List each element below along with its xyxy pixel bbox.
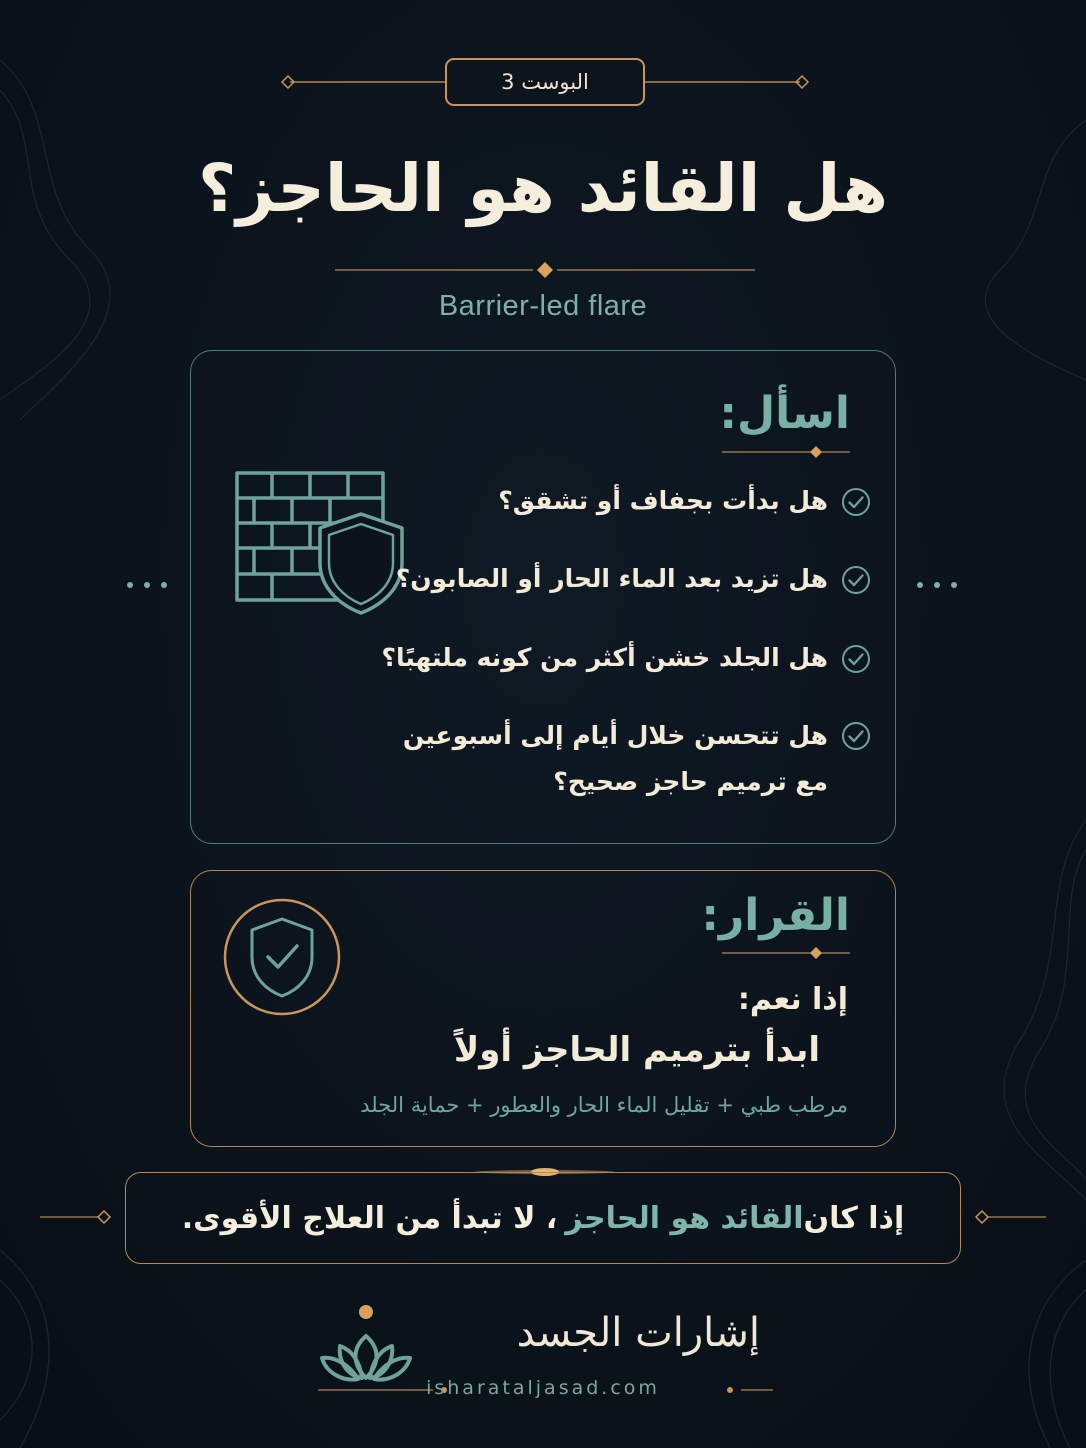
bottom-note: [125, 1172, 961, 1264]
decision-if-yes: إذا نعم:: [737, 982, 848, 1017]
lotus-icon: [318, 1302, 414, 1386]
question-4-line-2: مع ترميم حاجز صحيح؟: [553, 767, 828, 796]
check-circle-icon: [841, 487, 871, 517]
question-2: هل تزيد بعد الماء الحار أو الصابون؟: [395, 564, 828, 593]
post-number-label: البوست 3: [501, 70, 589, 94]
brand-url[interactable]: isharataljasad.com: [426, 1377, 660, 1399]
note-part-1: إذا كان: [803, 1200, 905, 1236]
ask-heading: اسأل:: [719, 388, 850, 439]
note-part-2: ، لا تبدأ من العلاج الأقوى.: [181, 1200, 558, 1236]
post-number-badge: [445, 58, 645, 106]
right-dots-ornament: [914, 578, 964, 592]
left-dots-ornament: [124, 578, 174, 592]
decision-action: ابدأ بترميم الحاجز أولاً: [453, 1030, 820, 1070]
subtitle: Barrier-led flare: [438, 290, 648, 322]
check-circle-icon: [841, 721, 871, 751]
decision-heading: القرار:: [701, 890, 850, 941]
question-3: هل الجلد خشن أكثر من كونه ملتهبًا؟: [381, 643, 828, 672]
question-1: هل بدأت بجفاف أو تشقق؟: [498, 486, 828, 515]
decision-heading-underline: [722, 946, 850, 960]
note-highlight: القائد هو الحاجز: [565, 1200, 804, 1236]
title-divider: [335, 259, 755, 281]
question-4: [308, 713, 828, 805]
check-circle-icon: [841, 565, 871, 595]
page-title: هل القائد هو الحاجز؟: [197, 150, 888, 227]
brand-name: إشارات الجسد: [516, 1310, 760, 1356]
decision-details: مرطب طبي + تقليل الماء الحار والعطور + حماية الجلد: [360, 1093, 848, 1117]
check-circle-icon: [841, 644, 871, 674]
ask-heading-underline: [722, 445, 850, 459]
question-4-line-1: هل تتحسن خلال أيام إلى أسبوعين: [402, 721, 828, 750]
shield-check-icon: [222, 897, 342, 1017]
